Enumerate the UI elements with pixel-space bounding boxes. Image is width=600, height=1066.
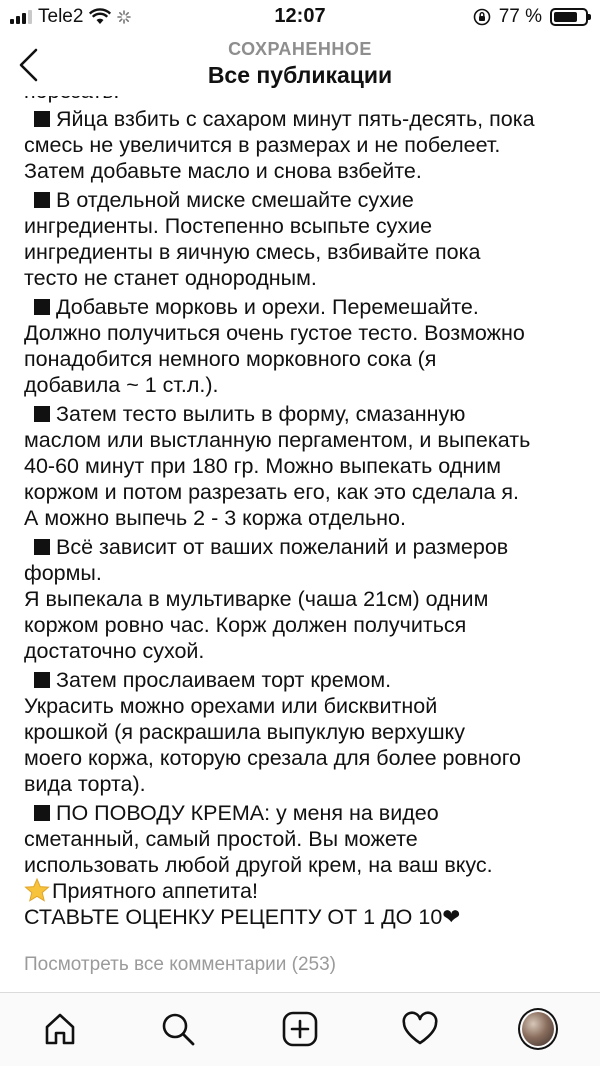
caption-step-4: Затем тесто вылить в форму, смазанную маслом или выстланную пергаментом, и выпекать 40-60 минут при 180 гр. Можно выпекать одним коржом и потом разрезать его, как это сделала я. А можно выпечь 2 - 3 коржа отдельно. xyxy=(24,402,531,530)
caption-step-2: В отдельной миске смешайте сухие ингредиенты. Постепенно всыпьте сухие ингредиенты в яичную смесь, взбивайте пока тесто не станет однородным. xyxy=(24,188,481,290)
square-bullet-icon xyxy=(34,299,50,315)
battery-percent: 77 % xyxy=(498,6,542,27)
square-bullet-icon xyxy=(34,805,50,821)
square-bullet-icon xyxy=(34,192,50,208)
header-subtitle: СОХРАНЕННОЕ xyxy=(228,39,372,59)
page-title: Все публикации xyxy=(207,62,393,88)
view-all-comments-link[interactable]: Посмотреть все комментарии (253) xyxy=(24,954,337,975)
tab-home[interactable] xyxy=(40,1009,80,1049)
caption-closing: Приятного аппетита! xyxy=(24,878,584,904)
carrier-name: Tele2 xyxy=(38,6,84,27)
status-right xyxy=(473,6,588,28)
orientation-lock-icon xyxy=(473,8,491,26)
caption-step-7: ПО ПОВОДУ КРЕМА: у меня на видео сметанный, самый простой. Вы можете использовать любой другой крем, на ваш вкус. xyxy=(24,801,493,877)
caption-step-5: Всё зависит от ваших пожеланий и размеров формы. xyxy=(24,535,509,585)
caption-note-baking: Я выпекала в мультиварке (чаша 21см) одним коржом ровно час. Корж должен получиться достаточно сухой. xyxy=(24,587,489,663)
activity-heart-icon xyxy=(401,1011,439,1047)
profile-avatar xyxy=(518,1008,558,1050)
post-caption-area xyxy=(24,96,584,992)
star-emoji-icon xyxy=(24,878,50,902)
caption-step-1: Яйца взбить с сахаром минут пять-десять, пока смесь не увеличится в размерах и не побелеет. Затем добавьте масло и снова взбейте. xyxy=(24,107,535,183)
avatar-photo xyxy=(522,1012,554,1046)
heart-emoji-icon: ❤ xyxy=(442,905,461,929)
square-bullet-icon xyxy=(34,672,50,688)
tab-new-post[interactable] xyxy=(280,1009,320,1049)
post-caption xyxy=(24,106,584,930)
status-bar xyxy=(0,0,600,34)
tab-search[interactable] xyxy=(158,1009,198,1049)
square-bullet-icon xyxy=(34,406,50,422)
battery-icon xyxy=(550,8,588,26)
caption-rating-call: СТАВЬТЕ ОЦЕНКУ РЕЦЕПТУ ОТ 1 ДО 10❤ xyxy=(24,905,461,929)
tab-activity[interactable] xyxy=(400,1009,440,1049)
caption-step-3: Добавьте морковь и орехи. Перемешайте. Должно получиться очень густое тесто. Возможно понадобится немного морковного сока (я добавила ~ 1 ст.л.). xyxy=(24,295,525,397)
bottom-tab-bar xyxy=(0,992,600,1066)
tab-profile[interactable] xyxy=(518,1009,558,1049)
square-bullet-icon xyxy=(34,539,50,555)
navigation-header xyxy=(0,34,600,96)
caption-note-decor: Украсить можно орехами или бисквитной крошкой (я раскрашила выпуклую верхушку моего коржа, которую срезала для более ровного вида торта). xyxy=(24,694,522,796)
home-icon xyxy=(42,1011,78,1047)
add-post-icon xyxy=(281,1010,319,1048)
square-bullet-icon xyxy=(34,111,50,127)
search-icon xyxy=(160,1011,196,1047)
status-time: 12:07 xyxy=(274,5,326,27)
caption-step-6: Затем прослаиваем торт кремом. xyxy=(24,667,584,693)
